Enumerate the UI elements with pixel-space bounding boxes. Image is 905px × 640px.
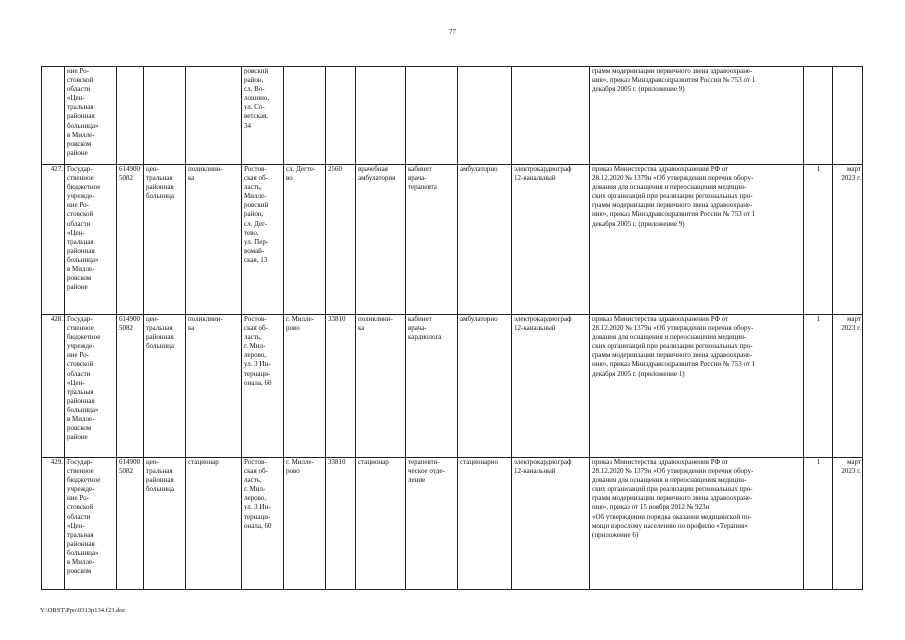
- care-cell: [458, 67, 512, 165]
- month-cell: март 2023 г.: [833, 458, 863, 590]
- code-cell: 33810: [326, 458, 356, 590]
- unit-cell: поликлини- ка: [186, 315, 242, 458]
- file-path-footer: Y:\ORST\Ppo\0313p134.f23.doc: [40, 607, 126, 614]
- locality-cell: г. Милле- рово: [284, 458, 326, 590]
- type-cell: цен- тральная районная больница: [144, 165, 186, 315]
- table-row: [42, 458, 863, 590]
- unit-cell: [186, 67, 242, 165]
- equipment-cell: электрокардиограф 12-канальный: [512, 165, 590, 315]
- month-cell: март 2023 г.: [833, 315, 863, 458]
- index-cell: 614900 5082: [117, 458, 144, 590]
- room-cell: кабинет врача- терапевта: [406, 165, 458, 315]
- address-cell: ровский район, сл. Во- лошино, ул. Со- ветская, 34: [242, 67, 284, 165]
- code-cell: [326, 67, 356, 165]
- room-cell: терапевти- ческое отде- ление: [406, 458, 458, 590]
- index-cell: 614900 5082: [117, 165, 144, 315]
- department-cell: [356, 67, 406, 165]
- index-cell: [117, 67, 144, 165]
- institution-cell: Государ- ственное бюджетное учрежде- ние Ро- стовской области «Цен- тральная районная больница» в Милле- ровском районе: [65, 165, 117, 315]
- row-number: [42, 67, 65, 165]
- quantity-cell: 1: [804, 165, 833, 315]
- quantity-cell: 1: [804, 315, 833, 458]
- institution-cell: Государ- ственное бюджетное учрежде- ние Ро- стовской области «Цен- тральная районная больница» в Милле- ровском: [65, 458, 117, 590]
- row-number: 428.: [42, 315, 65, 458]
- address-cell: Ростов- ская об- ласть, г. Мил- лерово, ул. 3 Ин- тернаци- онала, 60: [242, 458, 284, 590]
- type-cell: цен- тральная районная больница: [144, 315, 186, 458]
- row-number: 429.: [42, 458, 65, 590]
- room-cell: кабинет врача- кардиолога: [406, 315, 458, 458]
- locality-cell: г. Милле- рово: [284, 315, 326, 458]
- table-row: [42, 67, 863, 165]
- care-cell: стационарно: [458, 458, 512, 590]
- locality-cell: [284, 67, 326, 165]
- basis-cell: приказ Министерства здравоохранения РФ от 28.12.2020 № 1379н «Об утверждении перечня обору- дования для оснащения и переоснащения медицин- ских организаций при реализации региональных про- грамм модернизации первичного звена здравоохране- ния», приказ от 15 ноября 2012 № 923н «Об утверждении порядка оказания медицинской по- мощи взрослому населению по профилю «Терапия» (приложение 6): [590, 458, 804, 590]
- locality-cell: сл. Дегте- во: [284, 165, 326, 315]
- table-row: [42, 315, 863, 458]
- quantity-cell: [804, 67, 833, 165]
- department-cell: поликлини- ка: [356, 315, 406, 458]
- quantity-cell: 1: [804, 458, 833, 590]
- care-cell: амбулаторно: [458, 315, 512, 458]
- code-cell: 2560: [326, 165, 356, 315]
- care-cell: амбулаторно: [458, 165, 512, 315]
- code-cell: 33810: [326, 315, 356, 458]
- page-number: 77: [449, 28, 456, 36]
- equipment-cell: электрокардиограф 12-канальный: [512, 458, 590, 590]
- table-row: [42, 165, 863, 315]
- equipment-cell: [512, 67, 590, 165]
- institution-cell: ние Ро- стовской области «Цен- тральная районная больница» в Милле- ровском районе: [65, 67, 117, 165]
- table-body: [42, 67, 863, 590]
- basis-cell: приказ Министерства здравоохранения РФ от 28.12.2020 № 1379н «Об утверждении перечня обору- дования для оснащения и переоснащения медицин- ских организаций при реализации региональных про- грамм модернизации первичного звена здравоохране- ния», приказ Минздравсоцразвития России № 753 от 1 декабря 2005 г. (приложение 1): [590, 315, 804, 458]
- address-cell: Ростов- ская об- ласть, Милле- ровский район, сл. Дег- тево, ул. Пер- вомай- ская, 13: [242, 165, 284, 315]
- month-cell: март 2023 г.: [833, 165, 863, 315]
- equipment-table: [41, 66, 863, 590]
- unit-cell: стационар: [186, 458, 242, 590]
- index-cell: 614900 5082: [117, 315, 144, 458]
- equipment-cell: электрокардиограф 12-канальный: [512, 315, 590, 458]
- basis-cell: грамм модернизации первичного звена здравоохране- ния», приказ Минздравсоцразвития России № 753 от 1 декабря 2005 г. (приложение 9): [590, 67, 804, 165]
- type-cell: цен- тральная районная больница: [144, 458, 186, 590]
- month-cell: [833, 67, 863, 165]
- basis-cell: приказ Министерства здравоохранения РФ от 28.12.2020 № 1379н «Об утверждении перечня обору- дования для оснащения и переоснащения медицин- ских организаций при реализации региональных про- грамм модернизации первичного звена здравоохране- ния», приказ Минздравсоцразвития России № 753 от 1 декабря 2005 г. (приложение 9): [590, 165, 804, 315]
- room-cell: [406, 67, 458, 165]
- department-cell: стационар: [356, 458, 406, 590]
- department-cell: врачебная амбулатория: [356, 165, 406, 315]
- row-number: 427.: [42, 165, 65, 315]
- unit-cell: поликлини- ка: [186, 165, 242, 315]
- address-cell: Ростов- ская об- ласть, г. Мил- лерово, ул. 3 Ин- тернаци- онала, 60: [242, 315, 284, 458]
- type-cell: [144, 67, 186, 165]
- institution-cell: Государ- ственное бюджетное учрежде- ние Ро- стовской области «Цен- тральная районная больница» в Милле- ровском районе: [65, 315, 117, 458]
